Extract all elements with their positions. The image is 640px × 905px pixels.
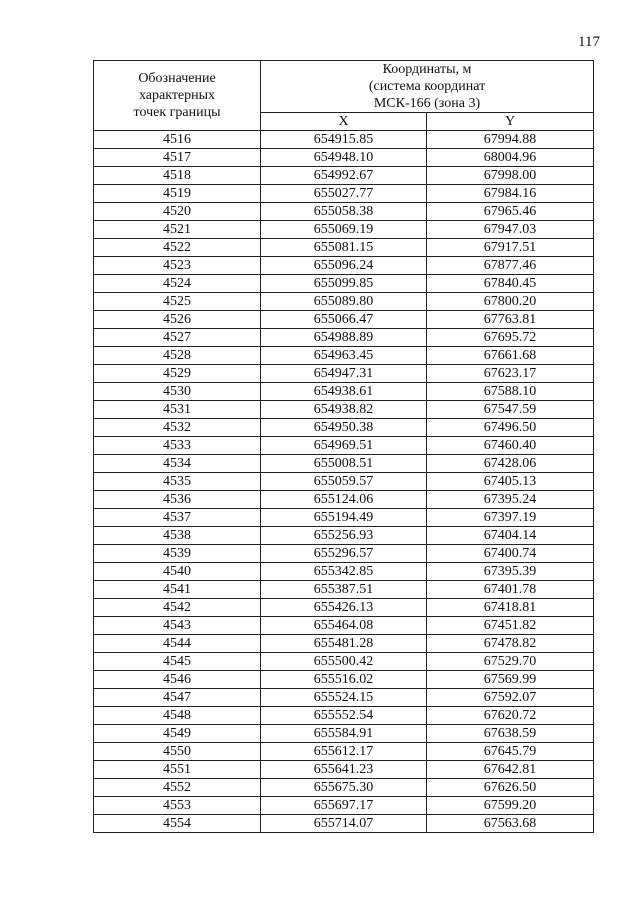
x-coordinate-cell: 655066.47 xyxy=(261,311,427,329)
point-cell: 4536 xyxy=(94,491,261,509)
table-row xyxy=(94,617,594,635)
x-coordinate-cell: 655500.42 xyxy=(261,653,427,671)
table-row xyxy=(94,815,594,833)
x-coordinate-cell: 655387.51 xyxy=(261,581,427,599)
y-coordinate-cell: 67588.10 xyxy=(427,383,594,401)
x-coordinate-cell: 655524.15 xyxy=(261,689,427,707)
table-row xyxy=(94,383,594,401)
x-coordinate-cell: 654938.82 xyxy=(261,401,427,419)
table-row xyxy=(94,455,594,473)
x-coordinate-cell: 654963.45 xyxy=(261,347,427,365)
point-cell: 4540 xyxy=(94,563,261,581)
point-cell: 4550 xyxy=(94,743,261,761)
x-coordinate-cell: 655584.91 xyxy=(261,725,427,743)
point-cell: 4535 xyxy=(94,473,261,491)
table-row xyxy=(94,563,594,581)
x-coordinate-cell: 655714.07 xyxy=(261,815,427,833)
table-row xyxy=(94,707,594,725)
point-cell: 4544 xyxy=(94,635,261,653)
point-header-line-2: характерных xyxy=(138,88,216,103)
point-cell: 4538 xyxy=(94,527,261,545)
y-coordinate-cell: 67947.03 xyxy=(427,221,594,239)
y-coordinate-cell: 67917.51 xyxy=(427,239,594,257)
x-coordinate-cell: 655008.51 xyxy=(261,455,427,473)
point-cell: 4549 xyxy=(94,725,261,743)
y-coordinate-cell: 67661.68 xyxy=(427,347,594,365)
table-row xyxy=(94,509,594,527)
y-column-header: Y xyxy=(427,113,594,131)
point-cell: 4517 xyxy=(94,149,261,167)
point-cell: 4532 xyxy=(94,419,261,437)
x-coordinate-cell: 655059.57 xyxy=(261,473,427,491)
coordinates-table xyxy=(93,60,594,833)
x-coordinate-cell: 655256.93 xyxy=(261,527,427,545)
point-cell: 4548 xyxy=(94,707,261,725)
table-row xyxy=(94,293,594,311)
point-cell: 4543 xyxy=(94,617,261,635)
point-cell: 4529 xyxy=(94,365,261,383)
point-cell: 4524 xyxy=(94,275,261,293)
point-cell: 4521 xyxy=(94,221,261,239)
x-coordinate-cell: 655464.08 xyxy=(261,617,427,635)
coords-header-line-1: Координаты, м xyxy=(382,62,472,77)
point-cell: 4520 xyxy=(94,203,261,221)
y-coordinate-cell: 67840.45 xyxy=(427,275,594,293)
table-row xyxy=(94,527,594,545)
y-coordinate-cell: 67965.46 xyxy=(427,203,594,221)
coords-header-line-3: МСК-166 (зона 3) xyxy=(373,96,481,111)
x-coordinate-cell: 655296.57 xyxy=(261,545,427,563)
table-row xyxy=(94,419,594,437)
y-coordinate-cell: 67401.78 xyxy=(427,581,594,599)
x-coordinate-cell: 655552.54 xyxy=(261,707,427,725)
table-row xyxy=(94,671,594,689)
y-coordinate-cell: 67404.14 xyxy=(427,527,594,545)
point-cell: 4551 xyxy=(94,761,261,779)
x-coordinate-cell: 655124.06 xyxy=(261,491,427,509)
point-cell: 4553 xyxy=(94,797,261,815)
table-row xyxy=(94,635,594,653)
point-cell: 4530 xyxy=(94,383,261,401)
point-cell: 4542 xyxy=(94,599,261,617)
table-row xyxy=(94,725,594,743)
x-column-header: X xyxy=(261,113,427,131)
y-coordinate-cell: 67638.59 xyxy=(427,725,594,743)
point-cell: 4537 xyxy=(94,509,261,527)
y-coordinate-cell: 67400.74 xyxy=(427,545,594,563)
coordinates-column-header xyxy=(261,61,594,113)
table-row xyxy=(94,275,594,293)
x-coordinate-cell: 654950.38 xyxy=(261,419,427,437)
y-coordinate-cell: 67395.39 xyxy=(427,563,594,581)
x-coordinate-cell: 655426.13 xyxy=(261,599,427,617)
y-coordinate-cell: 67451.82 xyxy=(427,617,594,635)
point-cell: 4547 xyxy=(94,689,261,707)
table-row xyxy=(94,779,594,797)
y-coordinate-cell: 67994.88 xyxy=(427,131,594,149)
x-coordinate-cell: 655096.24 xyxy=(261,257,427,275)
y-coordinate-cell: 67626.50 xyxy=(427,779,594,797)
point-cell: 4527 xyxy=(94,329,261,347)
table-row xyxy=(94,491,594,509)
y-coordinate-cell: 67460.40 xyxy=(427,437,594,455)
table-row xyxy=(94,743,594,761)
x-coordinate-cell: 655675.30 xyxy=(261,779,427,797)
page-number: 117 xyxy=(578,34,600,50)
table-row xyxy=(94,437,594,455)
table-row xyxy=(94,365,594,383)
x-coordinate-cell: 654988.89 xyxy=(261,329,427,347)
x-coordinate-cell: 654947.31 xyxy=(261,365,427,383)
point-cell: 4552 xyxy=(94,779,261,797)
y-coordinate-cell: 67695.72 xyxy=(427,329,594,347)
point-header-line-3: точек границы xyxy=(133,105,221,120)
point-cell: 4541 xyxy=(94,581,261,599)
x-coordinate-cell: 655081.15 xyxy=(261,239,427,257)
y-coordinate-cell: 67395.24 xyxy=(427,491,594,509)
table-row xyxy=(94,185,594,203)
table-row xyxy=(94,311,594,329)
y-coordinate-cell: 67642.81 xyxy=(427,761,594,779)
y-coordinate-cell: 67620.72 xyxy=(427,707,594,725)
x-coordinate-cell: 655027.77 xyxy=(261,185,427,203)
table-row xyxy=(94,545,594,563)
point-cell: 4539 xyxy=(94,545,261,563)
x-coordinate-cell: 655089.80 xyxy=(261,293,427,311)
point-column-header xyxy=(94,61,261,131)
table-row xyxy=(94,599,594,617)
y-coordinate-cell: 67563.68 xyxy=(427,815,594,833)
point-cell: 4554 xyxy=(94,815,261,833)
point-cell: 4528 xyxy=(94,347,261,365)
y-coordinate-cell: 67592.07 xyxy=(427,689,594,707)
point-cell: 4522 xyxy=(94,239,261,257)
x-coordinate-cell: 655342.85 xyxy=(261,563,427,581)
x-coordinate-cell: 655641.23 xyxy=(261,761,427,779)
y-coordinate-cell: 67998.00 xyxy=(427,167,594,185)
table-header-row xyxy=(94,61,594,113)
y-coordinate-cell: 67623.17 xyxy=(427,365,594,383)
table-row xyxy=(94,221,594,239)
y-coordinate-cell: 67569.99 xyxy=(427,671,594,689)
table-row xyxy=(94,149,594,167)
table-row xyxy=(94,131,594,149)
x-coordinate-cell: 655194.49 xyxy=(261,509,427,527)
y-coordinate-cell: 67529.70 xyxy=(427,653,594,671)
point-cell: 4523 xyxy=(94,257,261,275)
x-coordinate-cell: 655099.85 xyxy=(261,275,427,293)
y-coordinate-cell: 67547.59 xyxy=(427,401,594,419)
table-row xyxy=(94,239,594,257)
table-row xyxy=(94,581,594,599)
x-coordinate-cell: 654915.85 xyxy=(261,131,427,149)
x-coordinate-cell: 654948.10 xyxy=(261,149,427,167)
point-cell: 4518 xyxy=(94,167,261,185)
table-body xyxy=(94,131,594,833)
table-row xyxy=(94,203,594,221)
x-coordinate-cell: 655697.17 xyxy=(261,797,427,815)
table-row xyxy=(94,329,594,347)
y-coordinate-cell: 67984.16 xyxy=(427,185,594,203)
y-coordinate-cell: 67496.50 xyxy=(427,419,594,437)
point-cell: 4516 xyxy=(94,131,261,149)
y-coordinate-cell: 67397.19 xyxy=(427,509,594,527)
y-coordinate-cell: 68004.96 xyxy=(427,149,594,167)
x-coordinate-cell: 654969.51 xyxy=(261,437,427,455)
point-cell: 4526 xyxy=(94,311,261,329)
y-coordinate-cell: 67478.82 xyxy=(427,635,594,653)
x-coordinate-cell: 655069.19 xyxy=(261,221,427,239)
y-coordinate-cell: 67418.81 xyxy=(427,599,594,617)
table-row xyxy=(94,761,594,779)
table-row xyxy=(94,257,594,275)
x-coordinate-cell: 655481.28 xyxy=(261,635,427,653)
table-row xyxy=(94,473,594,491)
table-row xyxy=(94,167,594,185)
x-coordinate-cell: 654992.67 xyxy=(261,167,427,185)
point-cell: 4534 xyxy=(94,455,261,473)
table-row xyxy=(94,797,594,815)
table-row xyxy=(94,689,594,707)
x-coordinate-cell: 655612.17 xyxy=(261,743,427,761)
y-coordinate-cell: 67645.79 xyxy=(427,743,594,761)
table-row xyxy=(94,653,594,671)
y-coordinate-cell: 67877.46 xyxy=(427,257,594,275)
y-coordinate-cell: 67763.81 xyxy=(427,311,594,329)
point-cell: 4533 xyxy=(94,437,261,455)
point-cell: 4525 xyxy=(94,293,261,311)
point-cell: 4545 xyxy=(94,653,261,671)
y-coordinate-cell: 67599.20 xyxy=(427,797,594,815)
point-cell: 4519 xyxy=(94,185,261,203)
x-coordinate-cell: 655058.38 xyxy=(261,203,427,221)
point-header-line-1: Обозначение xyxy=(138,71,216,86)
table-row xyxy=(94,401,594,419)
table-row xyxy=(94,347,594,365)
y-coordinate-cell: 67405.13 xyxy=(427,473,594,491)
x-coordinate-cell: 655516.02 xyxy=(261,671,427,689)
y-coordinate-cell: 67800.20 xyxy=(427,293,594,311)
coords-header-line-2: (система координат xyxy=(368,79,486,94)
point-cell: 4531 xyxy=(94,401,261,419)
y-coordinate-cell: 67428.06 xyxy=(427,455,594,473)
x-coordinate-cell: 654938.61 xyxy=(261,383,427,401)
point-cell: 4546 xyxy=(94,671,261,689)
